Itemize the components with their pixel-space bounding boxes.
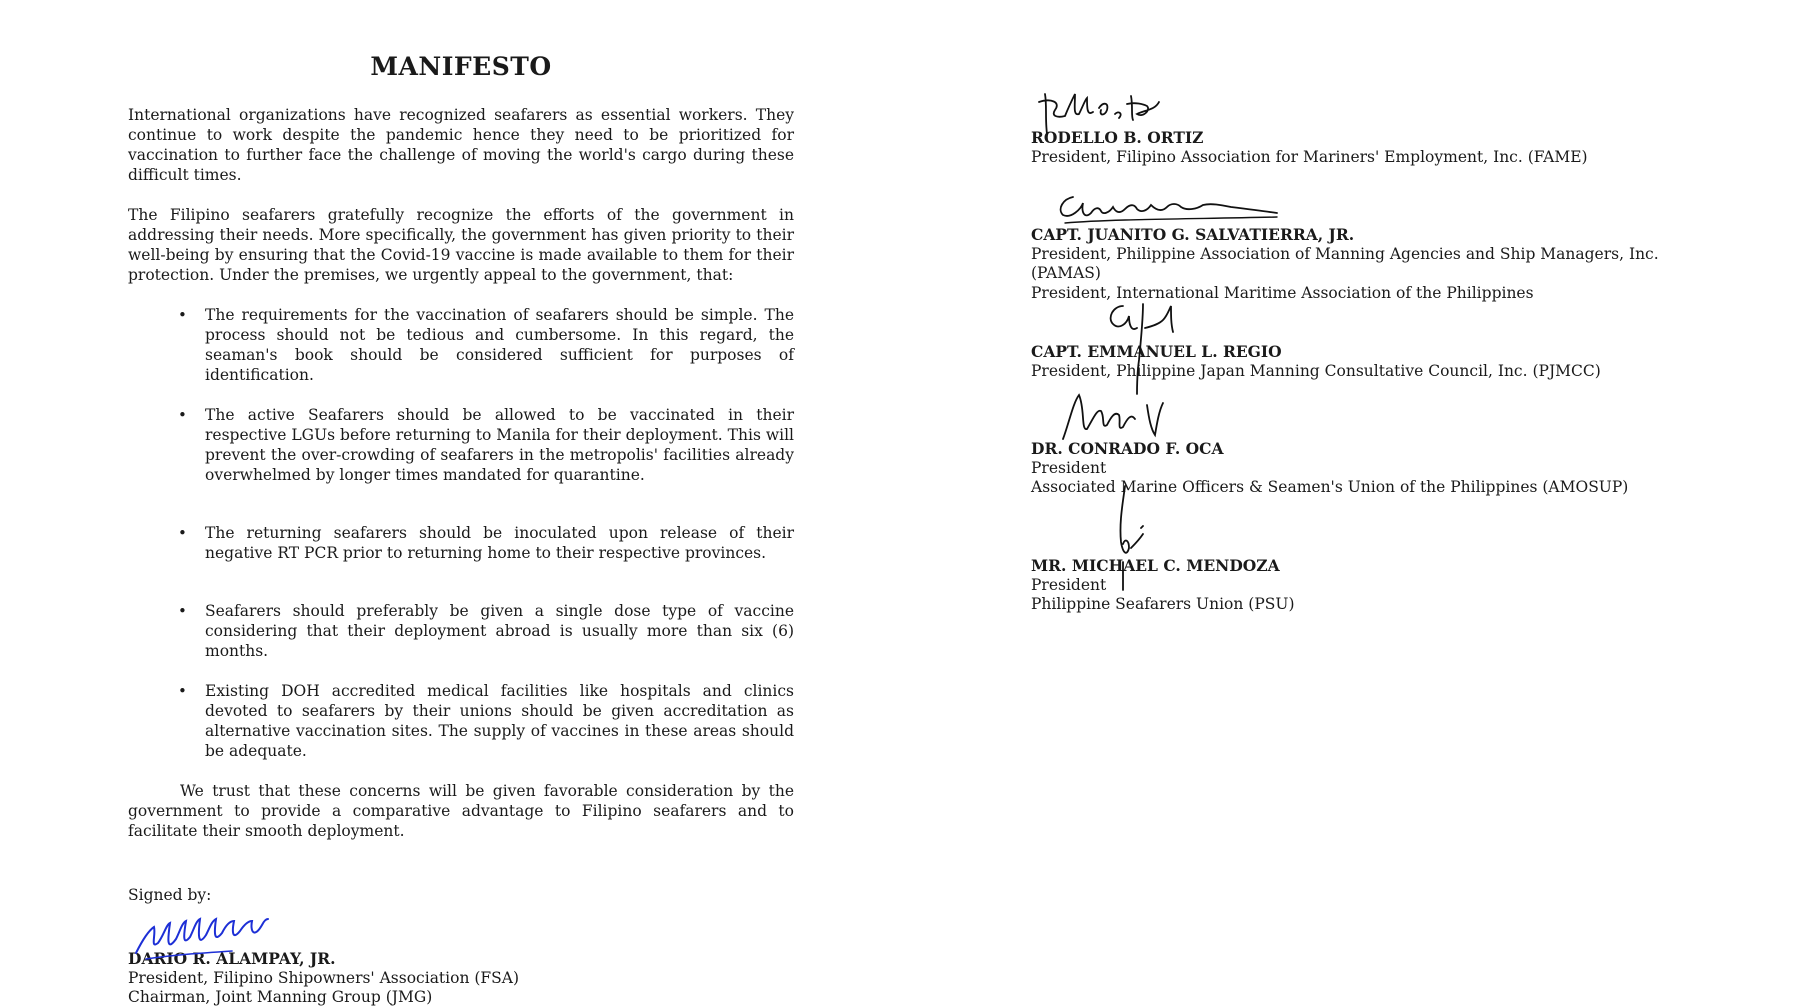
list-item-text: The requirements for the vaccination of seafarers should be simple. The process should not be tedious and cumbersome. In this regard, the seaman's book should be considered sufficient for purposes of identification. bbox=[205, 306, 794, 384]
signatory-block-alampay bbox=[128, 949, 794, 1008]
list-item bbox=[128, 305, 794, 385]
list-item-text: Seafarers should preferably be given a single dose type of vaccine considering that their deployment abroad is usually more than six (6) months. bbox=[205, 602, 794, 660]
list-item bbox=[128, 601, 794, 661]
manifesto-main-column bbox=[128, 52, 794, 1008]
bullet-icon: • bbox=[178, 306, 187, 324]
signatory-name: DR. CONRADO F. OCA bbox=[1031, 439, 1224, 458]
bullet-icon: • bbox=[178, 682, 187, 700]
signatory-block-mendoza bbox=[1031, 556, 1731, 615]
document-title: MANIFESTO bbox=[370, 52, 552, 81]
list-item bbox=[128, 523, 794, 563]
signatory-name: CAPT. EMMANUEL L. REGIO bbox=[1031, 342, 1282, 361]
signatory-name: DARIO R. ALAMPAY, JR. bbox=[128, 949, 336, 968]
signatory-block-ortiz bbox=[1031, 128, 1731, 167]
list-item bbox=[128, 681, 794, 761]
signatory-title: President bbox=[1031, 458, 1107, 477]
closing-paragraph: We trust that these concerns will be given favorable consideration by the government to provide a comparative advantage to Filipino seafarers and to facilitate their smooth deployment. bbox=[128, 782, 794, 840]
signatory-title: President, Filipino Shipowners' Association (FSA) bbox=[128, 968, 520, 987]
bullet-icon: • bbox=[178, 602, 187, 620]
appeal-paragraph: The Filipino seafarers gratefully recognize the efforts of the government in addressing their needs. More specifically, the government has given priority to their well-being by ensuring that the Covid-19 vaccine is made available to them for their protection. Under the premises, we urgently appeal to the government, that: bbox=[128, 206, 794, 284]
signatory-title: President, Philippine Association of Manning Agencies and Ship Managers, Inc. (PAMAS) bbox=[1031, 244, 1659, 282]
appeal-list bbox=[128, 305, 794, 761]
signatory-name: MR. MICHAEL C. MENDOZA bbox=[1031, 556, 1280, 575]
signatory-title: Associated Marine Officers & Seamen's Union of the Philippines (AMOSUP) bbox=[1031, 478, 1629, 496]
list-item-text: The returning seafarers should be inoculated upon release of their negative RT PCR prior to returning home to their respective provinces. bbox=[205, 524, 794, 562]
intro-paragraph: International organizations have recognized seafarers as essential workers. They continue to work despite the pandemic hence they need to be prioritized for vaccination to further face the challenge of moving the world's cargo during these difficult times. bbox=[128, 106, 794, 184]
signatory-title: Philippine Seafarers Union (PSU) bbox=[1031, 595, 1295, 613]
signatory-title: President bbox=[1031, 575, 1107, 594]
signatory-title: President, International Maritime Association of the Philippines bbox=[1031, 283, 1534, 302]
signatory-title: President, Filipino Association for Mariners' Employment, Inc. (FAME) bbox=[1031, 147, 1588, 166]
bullet-icon: • bbox=[178, 524, 187, 542]
signatory-title: Chairman, Joint Manning Group (JMG) bbox=[128, 988, 433, 1006]
signatory-block-salvatierra bbox=[1031, 225, 1731, 303]
bullet-icon: • bbox=[178, 406, 187, 424]
signatory-block-regio bbox=[1031, 342, 1731, 381]
list-item-text: The active Seafarers should be allowed to be vaccinated in their respective LGUs before returning to Manila for their deployment. This will prevent the over-crowding of seafarers in the metropolis' facilities already overwhelmed by longer times mandated for quarantine. bbox=[205, 406, 794, 484]
signatory-block-oca bbox=[1031, 439, 1731, 498]
list-item bbox=[128, 405, 794, 485]
signed-by-label: Signed by: bbox=[128, 886, 212, 904]
signatory-title: President, Philippine Japan Manning Consultative Council, Inc. (PJMCC) bbox=[1031, 361, 1601, 380]
signatory-name: CAPT. JUANITO G. SALVATIERRA, JR. bbox=[1031, 225, 1355, 244]
list-item-text: Existing DOH accredited medical facilities like hospitals and clinics devoted to seafarers by their unions should be given accreditation as alternative vaccination sites. The supply of vaccines in these areas should be adequate. bbox=[205, 682, 794, 760]
signatory-name: RODELLO B. ORTIZ bbox=[1031, 128, 1204, 147]
